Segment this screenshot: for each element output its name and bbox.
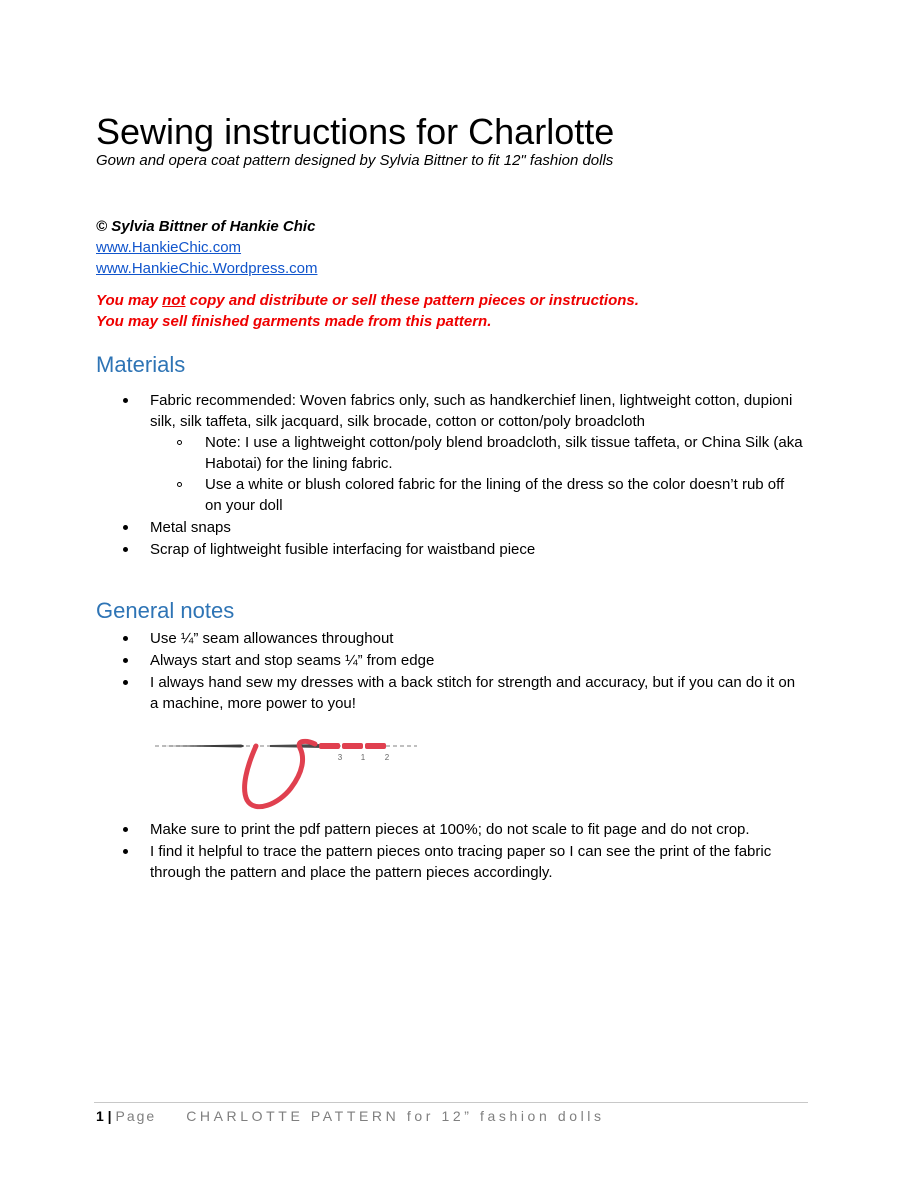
list-item: Fabric recommended: Woven fabrics only, such as handkerchief linen, lightweight cotton, dupioni silk, silk taffeta, silk jacquard, silk brocade, cotton or cotton/poly broadcloth — [0, 390, 805, 432]
list-item: Always start and stop seams ¼” from edge — [0, 650, 805, 671]
materials-list — [0, 390, 900, 560]
sell-permission-notice: You may sell finished garments made from this pattern. — [96, 313, 492, 330]
list-item: Scrap of lightweight fusible interfacing for waistband piece — [0, 539, 805, 560]
document-name: CHARLOTTE PATTERN for 12” fashion dolls — [186, 1108, 605, 1124]
stitch-mark — [365, 743, 386, 749]
general-notes-heading: General notes — [96, 598, 235, 623]
page-subtitle: Gown and opera coat pattern designed by Sylvia Bittner to fit 12" fashion dolls — [96, 152, 614, 169]
footer-divider — [94, 1102, 808, 1103]
notice-text-start: You may — [96, 292, 163, 309]
list-item: Make sure to print the pdf pattern pieces at 100%; do not scale to fit page and do not crop. — [0, 819, 805, 840]
list-item: Metal snaps — [0, 517, 805, 538]
stitch-mark — [319, 743, 340, 749]
page-number: 1 — [96, 1108, 104, 1124]
general-notes-list — [0, 628, 900, 714]
list-item: I find it helpful to trace the pattern pieces onto tracing paper so I can see the print of the fabric through the pattern and place the pattern pieces accordingly. — [0, 841, 805, 883]
page-footer — [96, 1106, 605, 1126]
stitch-label: 3 — [337, 753, 343, 762]
stitch-label: 1 — [360, 753, 366, 762]
notice-emphasis: not — [162, 292, 186, 309]
website-link[interactable]: www.HankieChic.com — [96, 239, 242, 256]
page-label: Page — [115, 1108, 157, 1124]
list-item: Use a white or blush colored fabric for the lining of the dress so the color doesn’t rub off on your doll — [0, 474, 805, 516]
needle-icon — [161, 745, 244, 748]
blog-link[interactable]: www.HankieChic.Wordpress.com — [96, 260, 318, 277]
list-item: I always hand sew my dresses with a back stitch for strength and accuracy, but if you can do it on a machine, more power to you! — [0, 672, 805, 714]
copy-restriction-notice — [96, 291, 639, 311]
page-title: Sewing instructions for Charlotte — [96, 111, 615, 152]
thread-icon — [245, 741, 315, 806]
notice-text-end: copy and distribute or sell these pattern pieces or instructions. — [185, 292, 639, 309]
general-notes-list-continued — [0, 819, 900, 883]
stitch-label: 2 — [384, 753, 390, 762]
list-item: Use ¼” seam allowances throughout — [0, 628, 805, 649]
back-stitch-illustration — [155, 728, 420, 810]
footer-separator: | — [103, 1108, 116, 1124]
materials-heading: Materials — [96, 352, 186, 377]
stitch-mark — [342, 743, 363, 749]
copyright-notice: © Sylvia Bittner of Hankie Chic — [96, 218, 316, 235]
list-item: Note: I use a lightweight cotton/poly blend broadcloth, silk tissue taffeta, or China Silk (aka Habotai) for the lining fabric. — [0, 432, 805, 474]
